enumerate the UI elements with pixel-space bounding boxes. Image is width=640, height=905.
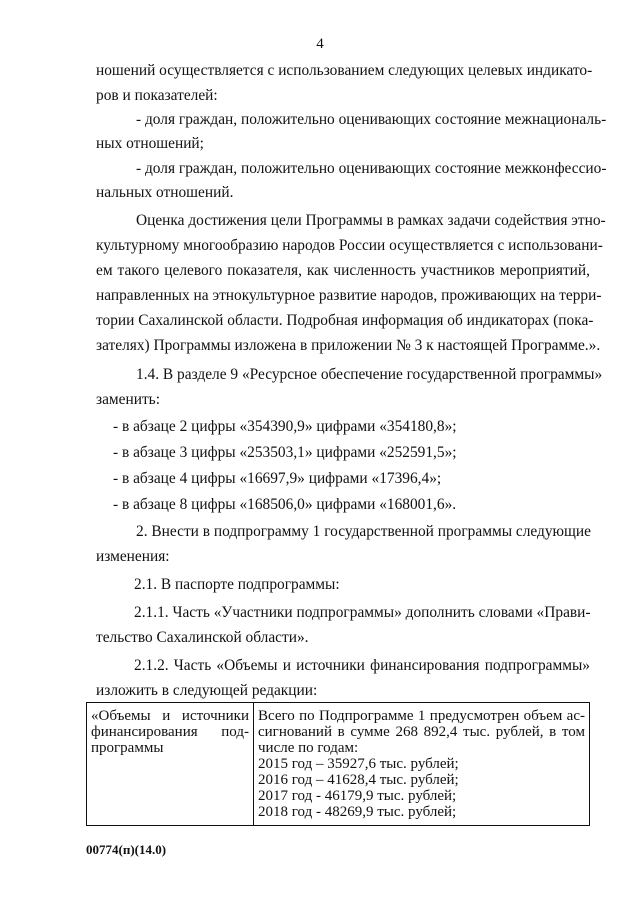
body-line: 2.1. В паспорте подпрограммы:: [134, 576, 340, 593]
cell-line: числе по годам:: [258, 740, 359, 756]
body-line: тории Сахалинской области. Подробная информация об индикаторах (пока-: [96, 312, 594, 329]
body-line: ных отношений;: [96, 135, 204, 152]
body-line: - доля граждан, положительно оценивающих состояние межнациональ-: [136, 111, 607, 128]
table-row: [87, 703, 590, 826]
cell-line: 2017 год - 46179,9 тыс. рублей;: [258, 788, 457, 804]
cell-line: «Объемы и источники: [91, 708, 249, 724]
body-line: ров и показателей:: [96, 87, 218, 104]
cell-line: 2016 год – 41628,4 тыс. рублей;: [258, 772, 459, 788]
body-line: ношений осуществляется с использованием следующих целевых индикато-: [96, 62, 593, 79]
body-line: - в абзаце 3 цифры «253503,1» цифрами «252591,5»;: [113, 444, 457, 461]
body-line: направленных на этнокультурное развитие народов, проживающих на терри-: [96, 287, 602, 304]
body-line: тельство Сахалинской области».: [96, 629, 309, 646]
cell-line: сигнований в сумме 268 892,4 тыс. рублей, в том: [258, 724, 585, 740]
cell-line: 2018 год - 48269,9 тыс. рублей;: [258, 804, 457, 820]
body-line: ем такого целевого показателя, как численность участников мероприятий,: [96, 262, 590, 279]
body-line: - в абзаце 8 цифры «168506,0» цифрами «168001,6».: [113, 496, 457, 513]
cell-line: 2015 год – 35927,6 тыс. рублей;: [258, 756, 459, 772]
body-line: 2.1.1. Часть «Участники подпрограммы» дополнить словами «Прави-: [134, 604, 591, 621]
page-number: 4: [316, 36, 324, 52]
body-line: - в абзаце 4 цифры «16697,9» цифрами «17396,4»;: [113, 470, 442, 487]
body-line: 2. Внести в подпрограмму 1 государственной программы следующие: [136, 523, 591, 540]
body-line: заменить:: [96, 391, 160, 408]
body-line: - в абзаце 2 цифры «354390,9» цифрами «354180,8»;: [113, 418, 457, 435]
body-line: 2.1.2. Часть «Объемы и источники финансирования подпрограммы»: [134, 657, 590, 674]
cell-line: программы: [91, 740, 164, 756]
cell-line: финансирования под-: [91, 724, 249, 740]
body-line: 1.4. В разделе 9 «Ресурсное обеспечение государственной программы»: [136, 366, 603, 383]
body-line: - доля граждан, положительно оценивающих состояние межконфессио-: [136, 160, 607, 177]
body-line: изменения:: [96, 548, 170, 565]
document-code: 00774(п)(14.0): [86, 842, 167, 857]
body-line: нальных отношений.: [96, 184, 234, 201]
body-line: Оценка достижения цели Программы в рамках задачи содействия этно-: [136, 212, 606, 229]
body-line: зателях) Программы изложена в приложении № 3 к настоящей Программе.».: [96, 337, 601, 354]
table-cell-label: [87, 703, 254, 826]
table-cell-value: [254, 703, 590, 826]
financing-table: [86, 702, 590, 826]
cell-line: Всего по Подпрограмме 1 предусмотрен объем ас-: [258, 708, 585, 724]
body-line: культурному многообразию народов России осуществляется с использовани-: [96, 237, 603, 254]
body-line: изложить в следующей редакции:: [96, 682, 318, 699]
